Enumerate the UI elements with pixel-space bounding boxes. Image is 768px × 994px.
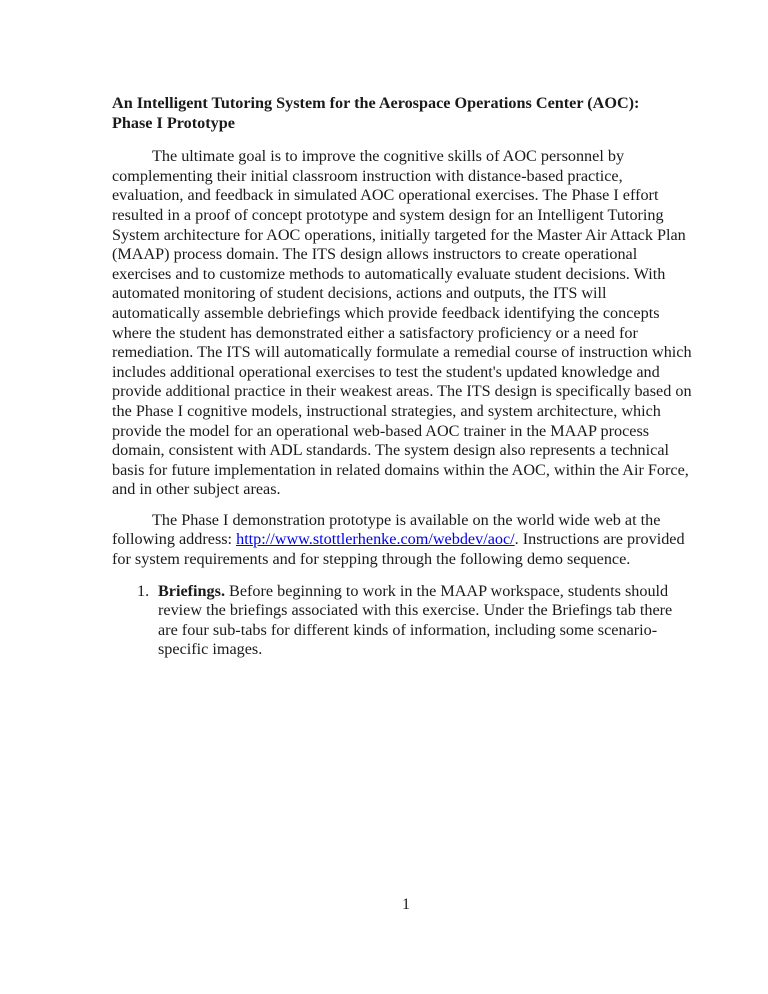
title-line-2: Phase I Prototype (112, 113, 235, 132)
list-item-briefings (112, 582, 672, 660)
list-item-line: specific images. (158, 640, 263, 659)
list-number: 1. (137, 581, 150, 600)
list-item-text: Before beginning to work in the MAAP workspace, students should (225, 581, 669, 600)
paragraph-line: complementing their initial classroom instruction with distance-based practice, (112, 166, 623, 185)
paragraph-line: and in other subject areas. (112, 480, 281, 499)
document-page (112, 94, 692, 660)
list-item-line: are four sub-tabs for different kinds of information, including some scenario- (158, 620, 658, 639)
paragraph-line: automated monitoring of student decisions, actions and outputs, the ITS will (112, 284, 607, 303)
link-prefix-text: following address: (112, 530, 237, 549)
list-item-line: review the briefings associated with this exercise. Under the Briefings tab there (158, 601, 673, 620)
list-item-label: Briefings. (158, 581, 225, 600)
paragraph-line: provide additional practice in their weakest areas. The ITS design is specifically based on (112, 382, 692, 401)
paragraph-line: the Phase I cognitive models, instructional strategies, and system architecture, which (112, 401, 661, 420)
paragraph-line: basis for future implementation in related domains within the AOC, within the Air Force, (112, 460, 689, 479)
paragraph-line-with-link (112, 530, 685, 550)
paragraph-line: remediation. The ITS will automatically formulate a remedial course of instruction which (112, 343, 692, 362)
demo-paragraph (112, 510, 685, 570)
paragraph-line: resulted in a proof of concept prototype and system design for an Intelligent Tutoring (112, 205, 664, 224)
paragraph-line: where the student has demonstrated either a satisfactory proficiency or a need for (112, 323, 638, 342)
document-title (112, 94, 672, 133)
paragraph-line: The ultimate goal is to improve the cognitive skills of AOC personnel by (152, 147, 625, 166)
paragraph-line: automatically assemble debriefings which provide feedback identifying the concepts (112, 303, 660, 322)
page-number: 1 (402, 896, 410, 913)
title-line-1: An Intelligent Tutoring System for the Aerospace Operations Center (AOC): (112, 94, 640, 112)
paragraph-line: for system requirements and for stepping through the following demo sequence. (112, 550, 631, 569)
paragraph-line: domain, consistent with ADL standards. The system design also represents a technical (112, 441, 669, 460)
prototype-url-link[interactable]: http://www.stottlerhenke.com/webdev/aoc/ (236, 530, 515, 549)
intro-paragraph (112, 147, 692, 500)
paragraph-line: The Phase I demonstration prototype is available on the world wide web at the (152, 510, 661, 529)
link-suffix-text: . Instructions are provided (514, 530, 685, 549)
paragraph-line: includes additional operational exercises to test the student's updated knowledge and (112, 362, 660, 381)
paragraph-line: (MAAP) process domain. The ITS design allows instructors to create operational (112, 245, 638, 264)
demo-sequence-list (112, 582, 672, 660)
paragraph-line: System architecture for AOC operations, initially targeted for the Master Air Attack Plan (112, 225, 686, 244)
list-item-line (158, 582, 672, 602)
paragraph-line: exercises and to customize methods to automatically evaluate student decisions. With (112, 264, 666, 283)
paragraph-line: evaluation, and feedback in simulated AOC operational exercises. The Phase I effort (112, 186, 659, 205)
paragraph-line: provide the model for an operational web-based AOC trainer in the MAAP process (112, 421, 650, 440)
